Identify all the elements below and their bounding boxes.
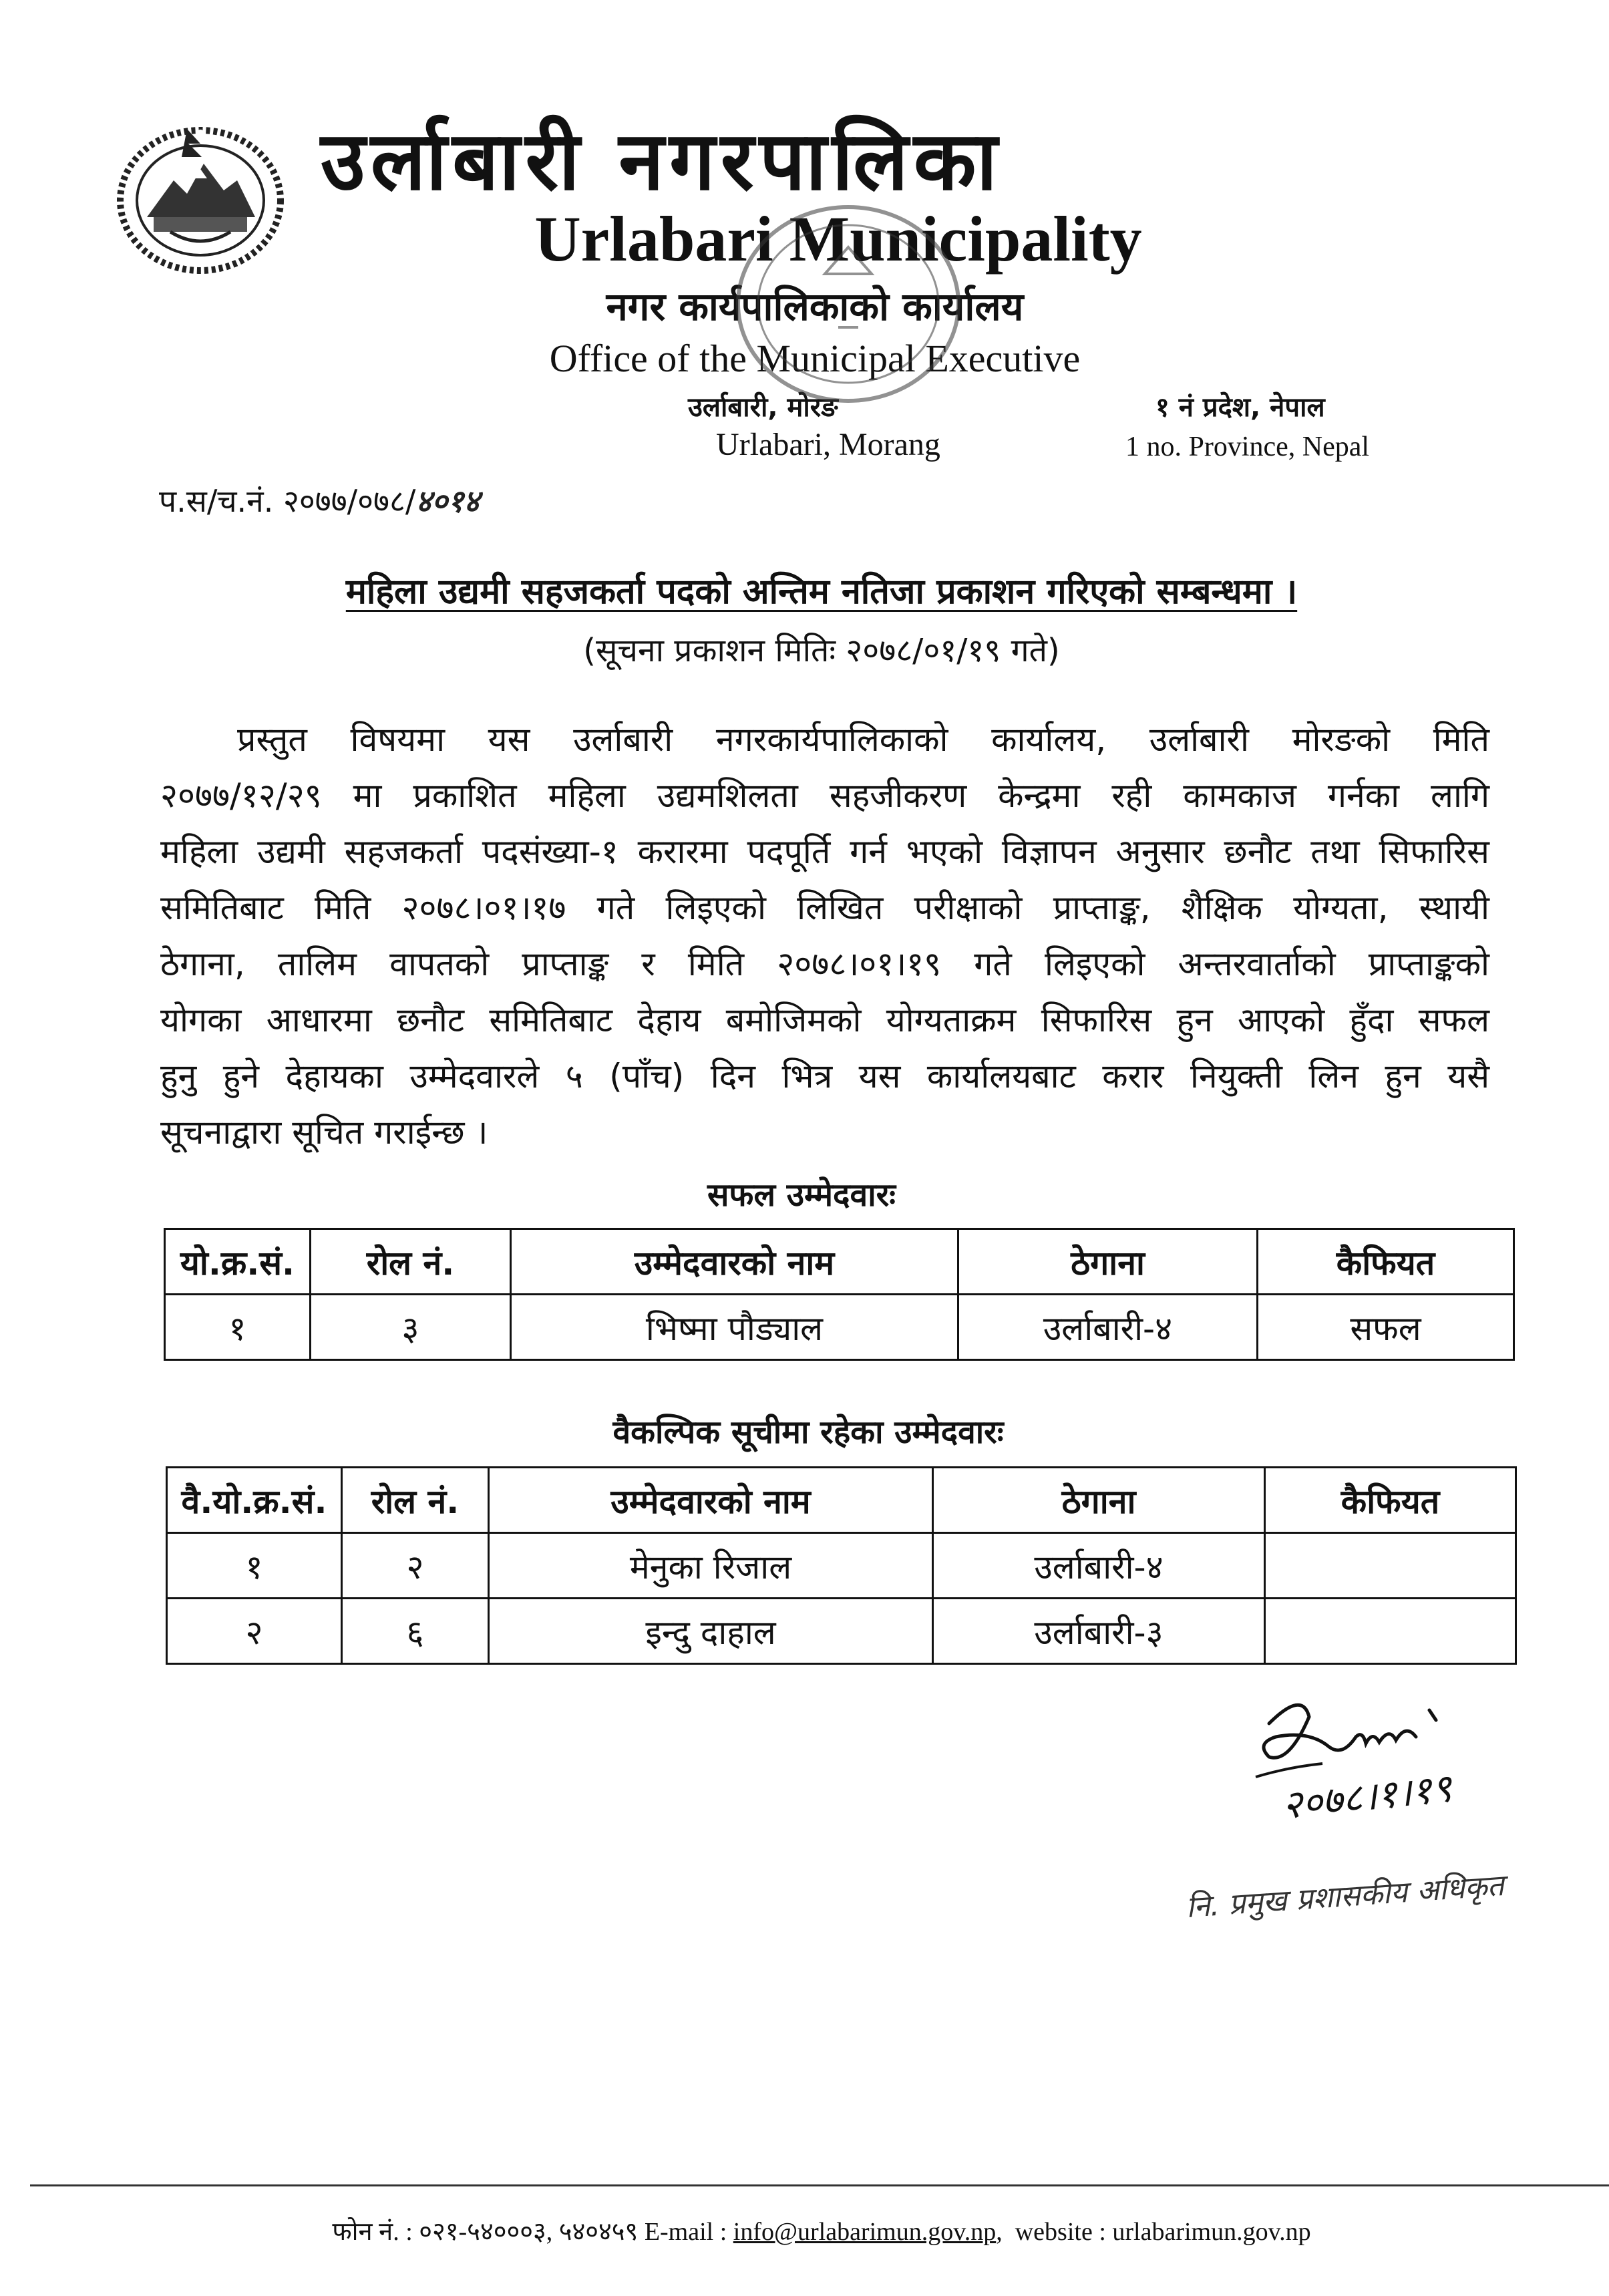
footer-email-label: E-mail : [644, 2218, 727, 2246]
header-address: ठेगाना [958, 1229, 1258, 1295]
footer-divider [30, 2184, 1609, 2186]
cell-roll: ३ [311, 1295, 511, 1360]
cell-name: भिष्मा पौड्याल [511, 1295, 958, 1360]
body-line: हुनु हुने देहायका उम्मेदवारले ५ (पाँच) दिन भित्र यस कार्यालयबाट करार नियुक्ती लिन हुन यसै [160, 1057, 1489, 1096]
header-name: उम्मेदवारको नाम [489, 1468, 933, 1533]
cell-remarks [1265, 1533, 1516, 1599]
address-english: Urlabari, Morang [716, 427, 940, 462]
alternate-candidates-table [166, 1466, 1517, 1665]
notice-body [160, 711, 1489, 1160]
cell-serial: १ [167, 1533, 342, 1599]
reference-handwritten-number: ४०१४ [415, 483, 480, 519]
table-row [167, 1599, 1516, 1664]
office-title-english: Office of the Municipal Executive [549, 337, 1081, 380]
table-header-row [165, 1229, 1514, 1295]
successful-candidates-title: सफल उम्मेदवारः [707, 1176, 896, 1214]
header-serial: यो.क्र.सं. [165, 1229, 311, 1295]
successful-candidates-table [164, 1228, 1515, 1361]
address-nepali: उर्लाबारी, मोरङ [688, 392, 838, 423]
signature-icon [1229, 1683, 1509, 1837]
signature-date: २०७८।१।१९ [1280, 1765, 1454, 1828]
table-header-row [167, 1468, 1516, 1533]
header-remarks: कैफियत [1265, 1468, 1516, 1533]
footer-email-link[interactable]: info@urlabarimun.gov.np [733, 2218, 997, 2246]
notice-publish-date: (सूचना प्रकाशन मितिः २०७८/०१/१९ गते) [583, 632, 1060, 669]
alternate-candidates-title: वैकल्पिक सूचीमा रहेका उम्मेदवारः [612, 1414, 1004, 1451]
header-serial: वै.यो.क्र.सं. [167, 1468, 342, 1533]
header-address: ठेगाना [933, 1468, 1265, 1533]
cell-roll: ६ [342, 1599, 489, 1664]
municipality-emblem-icon [107, 117, 294, 277]
reference-label: प.स/च.नं. २०७७/०७८/ [159, 483, 416, 519]
body-line: योगका आधारमा छनौट समितिबाट देहाय बमोजिमको योग्यताक्रम सिफारिस हुन आएको हुँदा सफल [160, 1001, 1489, 1039]
table-row [165, 1295, 1514, 1360]
office-stamp-icon [725, 194, 972, 414]
cell-name: इन्दु दाहाल [489, 1599, 933, 1664]
province-nepali: १ नं प्रदेश, नेपाल [1155, 392, 1325, 423]
municipality-title-english: Urlabari Municipality [534, 203, 1142, 275]
cell-name: मेनुका रिजाल [489, 1533, 933, 1599]
table-row [167, 1533, 1516, 1599]
body-line: सूचनाद्वारा सूचित गराईन्छ । [160, 1113, 488, 1152]
body-line: २०७७/१२/२९ मा प्रकाशित महिला उद्यमशिलता सहजीकरण केन्द्रमा रही कामकाज गर्नका लागि [160, 776, 1489, 815]
cell-serial: २ [167, 1599, 342, 1664]
municipality-title-nepali: उर्लाबारी नगरपालिका [321, 114, 1003, 208]
signatory-title-stamp: नि. प्रमुख प्रशासकीय अधिकृत [1185, 1868, 1505, 1925]
province-english: 1 no. Province, Nepal [1125, 432, 1370, 462]
body-line: महिला उद्यमी सहजकर्ता पदसंख्या-१ करारमा पदपूर्ति गर्न भएको विज्ञापन अनुसार छनौट तथा सिफारिस [160, 832, 1489, 871]
body-line: समितिबाट मिति २०७८।०१।१७ गते लिइएको लिखित परीक्षाको प्राप्ताङ्क, शैक्षिक योग्यता, स्थायी [160, 888, 1489, 927]
header-roll: रोल नं. [311, 1229, 511, 1295]
footer-website-link[interactable]: urlabarimun.gov.np [1112, 2218, 1311, 2246]
header-roll: रोल नं. [342, 1468, 489, 1533]
body-line: प्रस्तुत विषयमा यस उर्लाबारी नगरकार्यपालिकाको कार्यालय, उर्लाबारी मोरङको मिति [237, 720, 1489, 759]
header-name: उम्मेदवारको नाम [511, 1229, 958, 1295]
cell-address: उर्लाबारी-४ [958, 1295, 1258, 1360]
office-title-nepali: नगर कार्यपालिकाको कार्यालय [606, 284, 1024, 329]
footer-phone: फोन नं. : ०२१-५४०००३, ५४०४५९ [332, 2218, 639, 2246]
reference-number [159, 480, 760, 521]
body-line: ठेगाना, तालिम वापतको प्राप्ताङ्क र मिति २०७८।०१।१९ गते लिइएको अन्तरवार्ताको प्राप्ताङ्कको [160, 945, 1489, 983]
header-remarks: कैफियत [1258, 1229, 1514, 1295]
cell-remarks [1265, 1599, 1516, 1664]
cell-roll: २ [342, 1533, 489, 1599]
cell-address: उर्लाबारी-४ [933, 1533, 1265, 1599]
footer-contact: फोन नं. : ०२१-५४०००३, ५४०४५९ E-mail : info@urlabarimun.gov.np, website : urlabarimun.gov.np [332, 2218, 1311, 2246]
cell-address: उर्लाबारी-३ [933, 1599, 1265, 1664]
cell-serial: १ [165, 1295, 311, 1360]
cell-remarks: सफल [1258, 1295, 1514, 1360]
footer-website-label: website : [1015, 2218, 1106, 2246]
notice-subject: महिला उद्यमी सहजकर्ता पदको अन्तिम नतिजा प्रकाशन गरिएको सम्बन्धमा । [345, 572, 1298, 612]
